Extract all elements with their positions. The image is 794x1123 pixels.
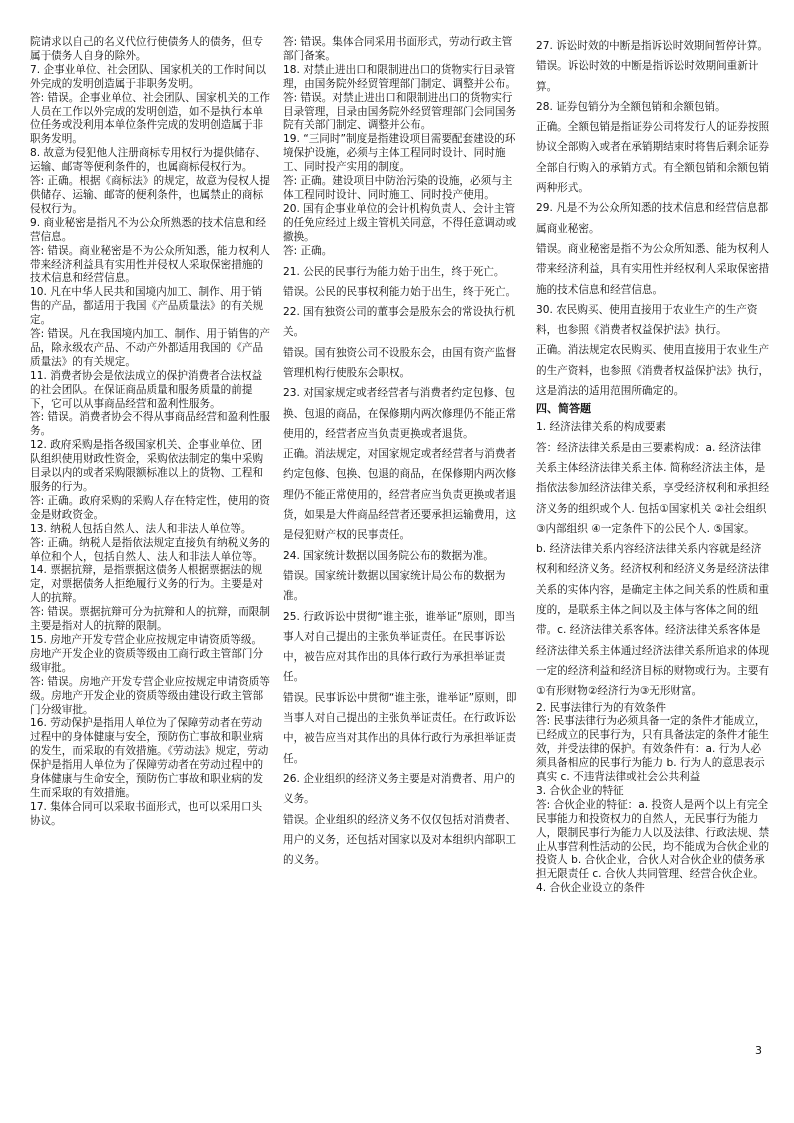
paragraph: 13. 纳税人包括自然人、法人和非法人单位等。 xyxy=(30,522,252,535)
paragraph: 17. 集体合同可以采取书面形式，也可以采用口头协议。 xyxy=(30,800,263,827)
paragraph: 20. 国有企事业单位的会计机构负责人、会计主管的任免应经过上级主管机关同意，不得任意调动或撤换。 xyxy=(283,202,517,243)
middle-loose-block xyxy=(283,262,521,871)
paragraph: 答: 错误。商业秘密是不为公众所知悉，能力权利人带来经济利益具有实用性并侵权人采取保密措施的技术信息和经营信息。 xyxy=(30,244,270,285)
paragraph: 14. 票据抗辩，是指票据这债务人根据票据法的规定，对票据债务人拒绝履行义务的行为。主要是对人的抗辩。 xyxy=(30,564,264,605)
paragraph: 答: 正确。纳税人是指依法规定直接负有纳税义务的单位和个人，包括自然人、法人和非法人单位等。 xyxy=(30,536,270,563)
paragraph: 错误。公民的民事权利能力始于出生，终于死亡。 xyxy=(283,285,517,298)
section-heading: 四、简答题 xyxy=(536,402,591,416)
paragraph: 答: 正确。建设项目中防治污染的设施，必须与主体工程同时设计、同时施工、同时投产使用。 xyxy=(283,175,513,201)
paragraph: b. 经济法律关系内容经济法律关系内容就是经济权利和经济义务。经济权利和经济义务是经济法律关系的实体内容，是确定主体之间关系的性质和重度的，是联系主体之间以及主体与客体之间的纽带。c. 经济法律关系客体。经济法律关系客体是经济法律关系主体通过经济法律关系所追求的体现一定的经济利益和经济目标的财物或行为。主要有①有形财物②经济行为③无形财富。 xyxy=(536,543,770,698)
paragraph: 答: 正确。根据《商标法》的规定，故意为侵权人提供储存、运输、邮寄的便利条件，也属禁止的商标侵权行为。 xyxy=(30,175,270,215)
right-loose-block-b xyxy=(536,417,770,701)
paragraph: 11. 消费者协会是依法成立的保护消费者合法权益的社会团队。在保证商品质量和服务质量的前提下，它可以从事商品经营和盈利性服务。 xyxy=(30,369,263,410)
paragraph: 答: 错误。企事业单位、社会团队、国家机关的工作人员在工作以外完成的发明创造，如不是执行本单位任务或没利用本单位条件完成的发明创造属于非职务发明。 xyxy=(30,91,270,146)
middle-tight-block xyxy=(283,36,521,259)
paragraph: 7. 企事业单位、社会团队、国家机关的工作时间以外完成的发明创造属于非职务发明。 xyxy=(30,63,266,90)
paragraph: 9. 商业秘密是指凡不为公众所熟悉的技术信息和经营信息。 xyxy=(30,216,266,243)
paragraph: 12. 政府采购是指各级国家机关、企事业单位、团队组织使用财政性资金，采购依法制定的集中采购目录以内的或者采购限额标准以上的货物、工程和服务的行为。 xyxy=(30,439,264,493)
paragraph: 16. 劳动保护是指用人单位为了保障劳动者在劳动过程中的身体健康与安全，预防伤亡事故和职业病的发生，而采取的有效措施。《劳动法》规定，劳动保护是指用人单位为了保障劳动者在劳动过程中的身体健康与生命安全，预防伤亡事故和职业病的发生而采取的有效措施。 xyxy=(30,717,269,799)
paragraph: 正确。消法规定农民购买、使用直接用于农业生产的生产资料，也参照《消费者权益保护法》执行，这是消法的适用范围所确定的。 xyxy=(536,344,770,398)
paragraph: 正确。全额包销是指证券公司将发行人的证券按照协议全部购入或者在承销期结束时将售后剩余证券全部自行购入的承销方式。有全额包销和余额包销两种形式。 xyxy=(536,121,770,195)
paragraph: 18. 对禁止进出口和限制进出口的货物实行目录管理，由国务院外经贸管理部门制定、调整并公布。 xyxy=(283,63,517,90)
column-middle xyxy=(283,36,521,870)
paragraph: 28. 证券包销分为全额包销和余额包销。 xyxy=(536,100,726,113)
paragraph: 26. 企业组织的经济义务主要是对消费者、用户的义务。 xyxy=(283,772,516,806)
paragraph: 答：经济法律关系是由三要素构成：a. 经济法律关系主体经济法律关系主体. 简称经济法主体，是指依法参加经济法律关系，享受经济权利和承担经济义务的组织或个人. 包括①国家机关 ②社会组织 ③内部组织 ④一定条件下的公民个人. ⑤国家。 xyxy=(536,441,770,535)
right-tight-block xyxy=(536,702,770,897)
paragraph: 错误。民事诉讼中贯彻“谁主张，谁举证”原则，即当事人对自己提出的主张负举证责任。在行政诉讼中，被告应当对其作出的具体行政行为承担举证责任。 xyxy=(283,691,517,765)
paragraph: 答: 错误。凡在我国境内加工、制作、用于销售的产品，除永级农产品、不动产外都适用我国的《产品质量法》的有关规定。 xyxy=(30,328,270,368)
paragraph: 25. 行政诉讼中贯彻“谁主张，谁举证”原则，即当事人对自己提出的主张负举证责任。在民事诉讼中，被告应对其作出的具体行政行为承担举证责任。 xyxy=(283,610,516,684)
paragraph: 1. 经济法律关系的构成要素 xyxy=(536,421,667,434)
paragraph: 30. 农民购买、使用直接用于农业生产的生产资料，也参照《消费者权益保护法》执行。 xyxy=(536,303,758,337)
paragraph: 答: 合伙企业的特征：a. 投资人是两个以上有完全民事能力和投资权力的自然人，无民事行为能力人，限制民事行为能力人以及法律、行政法规、禁止从事营利性活动的公民，均不能成为合伙企业的投资人 b. 合伙企业，合伙人对合伙企业的债务承担无限责任 c. 合伙人共同管理、经营合伙企业。 xyxy=(536,798,770,881)
paragraph: 23. 对国家规定或者经营者与消费者约定包修、包换、包退的商品，在保修期内两次修理仍不能正常使用的，经营者应当负责更换或者退货。 xyxy=(283,387,517,440)
paragraph: 29. 凡是不为公众所知悉的技术信息和经营信息都属商业秘密。 xyxy=(536,202,769,235)
paragraph: 4. 合伙企业设立的条件 xyxy=(536,882,645,895)
paragraph: 答: 错误。对禁止进出口和限制进出口的货物实行目录管理，目录由国务院外经贸管理部门会同国务院有关部门制定、调整并公布。 xyxy=(283,91,517,132)
paragraph: 错误。企业组织的经济义务不仅仅包括对消费者、用户的义务，还包括对国家以及对本组织内部职工的义务。 xyxy=(283,813,517,867)
page-number: 3 xyxy=(755,1044,762,1057)
paragraph: 答: 正确。 xyxy=(283,244,333,257)
paragraph: 19. “三同时”制度是指建设项目需要配套建设的环境保护设施，必须与主体工程同时设计、同时施工、同时投产实用的制度。 xyxy=(283,133,516,174)
paragraph: 21. 公民的民事行为能力始于出生，终于死亡。 xyxy=(283,265,505,278)
paragraph: 22. 国有独资公司的董事会是股东会的常设执行机关。 xyxy=(283,306,516,339)
paragraph: 10. 凡在中华人民共和国境内加工、制作、用于销售的产品，都适用于我国《产品质量法》的有关规定。 xyxy=(30,286,264,327)
paragraph: 15. 房地产开发专营企业应按规定申请资质等级。房地产开发企业的资质等级由工商行政主管部门分级审批。 xyxy=(30,633,264,674)
paragraph: 院请求以自己的名义代位行使债务人的债务，但专属于债务人自身的除外。 xyxy=(30,36,264,62)
right-loose-block-a xyxy=(536,36,770,401)
paragraph: 错误。商业秘密是指不为公众所知悉、能为权利人带来经济利益，具有实用性并经权利人采取保密措施的技术信息和经营信息。 xyxy=(536,242,770,296)
paragraph: 答: 错误。消费者协会不得从事商品经营和盈利性服务。 xyxy=(30,411,270,438)
column-left xyxy=(30,36,270,829)
paragraph: 27. 诉讼时效的中断是指诉讼时效期间暂停计算。 xyxy=(536,40,769,52)
paragraph: 2. 民事法律行为的有效条件 xyxy=(536,701,667,714)
paragraph: 答: 正确。政府采购的采购人存在特定性，使用的资金是财政资金。 xyxy=(30,494,270,521)
paragraph: 答: 错误。集体合同采用书面形式，劳动行政主管部门备案。 xyxy=(283,36,513,62)
paragraph: 8. 故意为侵犯他人注册商标专用权行为提供储存、运输、邮寄等便利条件的，也属商标侵权行为。 xyxy=(30,147,266,174)
paragraph: 错误。国家统计数据以国家统计局公布的数据为准。 xyxy=(283,569,506,603)
paragraph: 错误。诉讼时效的中断是指诉讼时效期间重新计算。 xyxy=(536,60,759,93)
paragraph: 答: 错误。票据抗辩可分为抗辩和人的抗辩，而限制主要是指对人的抗辩的限制。 xyxy=(30,606,270,633)
paragraph: 答: 民事法律行为必须具备一定的条件才能成立，已经成立的民事行为，只有具备法定的条件才能生效，并受法律的保护。有效条件有：a. 行为人必须具备相应的民事行为能力 b. 行为人的意思表示真实 c. 不违背法律或社会公共利益 xyxy=(536,715,770,784)
paragraph: 24. 国家统计数据以国务院公布的数据为准。 xyxy=(283,549,494,562)
paragraph: 正确。消法规定，对国家规定或者经营者与消费者约定包修、包换、包退的商品，在保修期内两次修理仍不能正常使用的，经营者应当负责更换或者退货，如果是大件商品经营者还要承担运输费用，这是侵犯财产权的民事责任。 xyxy=(283,448,517,542)
paragraph: 错误。国有独资公司不设股东会，由国有资产监督管理机构行使股东会职权。 xyxy=(283,346,517,379)
column-right xyxy=(536,36,770,896)
paragraph: 3. 合伙企业的特征 xyxy=(536,784,624,797)
paragraph: 答: 错误。房地产开发专营企业应按规定申请资质等级。房地产开发企业的资质等级由建设行政主管部门分级审批。 xyxy=(30,675,270,716)
